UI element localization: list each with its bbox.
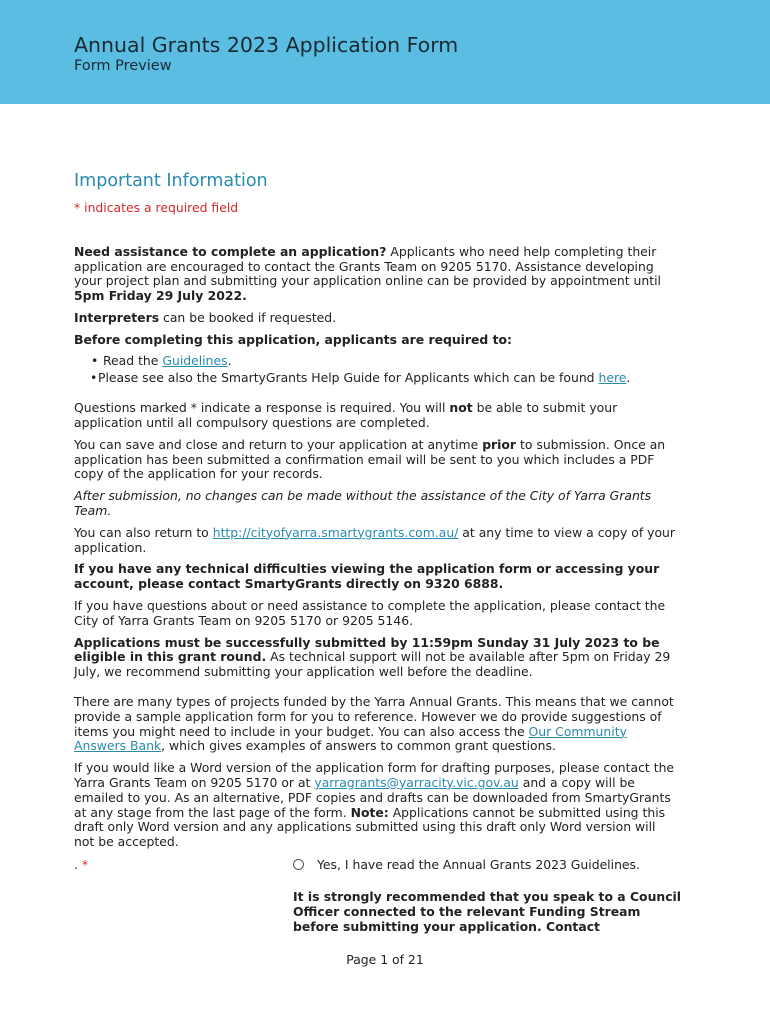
answers-bank-link[interactable]: Our Community Answers Bank [74, 723, 627, 754]
guidelines-option[interactable] [293, 858, 678, 873]
question-label: . * [74, 857, 89, 872]
required-note: * indicates a required field [74, 200, 239, 215]
word-version-paragraph: If you would like a Word version of the application form for drafting purposes, please contact the Yarra Grants Team on 9205 5170 or at yarragrants@yarracity.vic.gov.au and a copy will be emailed to you. As an alternative, PDF copies and drafts can be downloaded from SmartyGrants at any stage from the last page of the form. Note: Applications cannot be submitted using this draft only Word version and any applications submitted using this draft only Word version will not be accepted. [74, 760, 675, 850]
technical-paragraph: If you have any technical difficulties viewing the application form or accessing your account, please contact SmartyGrants directly on 9320 6888. [74, 561, 660, 592]
form-title: Annual Grants 2023 Application Form [74, 33, 459, 57]
main-content [74, 170, 678, 850]
save-paragraph: You can save and close and return to your application at anytime prior to submission. Once an application has been submitted a confirmation email will be sent to you which includes a PDF copy of the application for your records. [74, 436, 666, 482]
header-banner [0, 0, 770, 104]
option-label: Yes, I have read the Annual Grants 2023 Guidelines. [317, 857, 640, 872]
bullet-icon: • [91, 352, 99, 368]
list-item: • Please see also the SmartyGrants Help Guide for Applicants which can be found here. [90, 370, 631, 386]
contact-paragraph: If you have questions about or need assistance to complete the application, please contact the City of Yarra Grants Team on 9205 5170 or 9205 5146. [74, 597, 666, 628]
requirements-heading: Before completing this application, applicants are required to: [74, 331, 513, 347]
form-subtitle: Form Preview [74, 58, 172, 74]
section-heading: Important Information [74, 171, 268, 191]
after-submission-paragraph: After submission, no changes can be made without the assistance of the City of Yarra Grants Team. [74, 488, 652, 518]
requirements-list [74, 354, 678, 387]
help-guide-link[interactable]: here [598, 370, 627, 386]
email-link[interactable]: yarragrants@yarracity.vic.gov.au [314, 774, 519, 790]
guidelines-link[interactable]: Guidelines [162, 352, 228, 368]
assistance-paragraph: Need assistance to complete an application? Applicants who need help completing their application are encouraged to contact the Grants Team on 9205 5170. Assistance developing your project plan and submitting your application online can be provided by appointment until 5pm Friday 29 July 2022. [74, 243, 661, 304]
bullet-icon: • [90, 370, 98, 386]
required-questions-paragraph: Questions marked * indicate a response is required. You will not be able to submit your application until all compulsory questions are completed. [74, 400, 618, 430]
return-paragraph: You can also return to http://cityofyarra.smartygrants.com.au/ at any time to view a copy of your application. [74, 524, 675, 555]
project-types-paragraph: There are many types of projects funded by the Yarra Annual Grants. This means that we cannot provide a sample application form for you to reference. However we do provide suggestions of items you might need to include in your budget. You can also access the Our Community Answers Bank, which gives examples of answers to common grant questions. [74, 693, 674, 754]
smartygrants-link[interactable]: http://cityofyarra.smartygrants.com.au/ [212, 524, 459, 540]
required-marker: * [81, 857, 89, 872]
list-item: • Read the Guidelines. [91, 352, 232, 368]
interpreters-paragraph: Interpreters can be booked if requested. [74, 309, 337, 325]
recommendation-text: It is strongly recommended that you speak to a Council Officer connected to the relevant Funding Stream before submitting your application. Contact [293, 889, 682, 934]
deadline-paragraph: Applications must be successfully submitted by 11:59pm Sunday 31 July 2023 to be eligible in this grant round. As technical support will not be available after 5pm on Friday 29 July, we recommend submitting your application well before the deadline. [74, 634, 671, 680]
radio-button[interactable] [293, 859, 304, 870]
page-number: Page 1 of 21 [346, 952, 424, 967]
